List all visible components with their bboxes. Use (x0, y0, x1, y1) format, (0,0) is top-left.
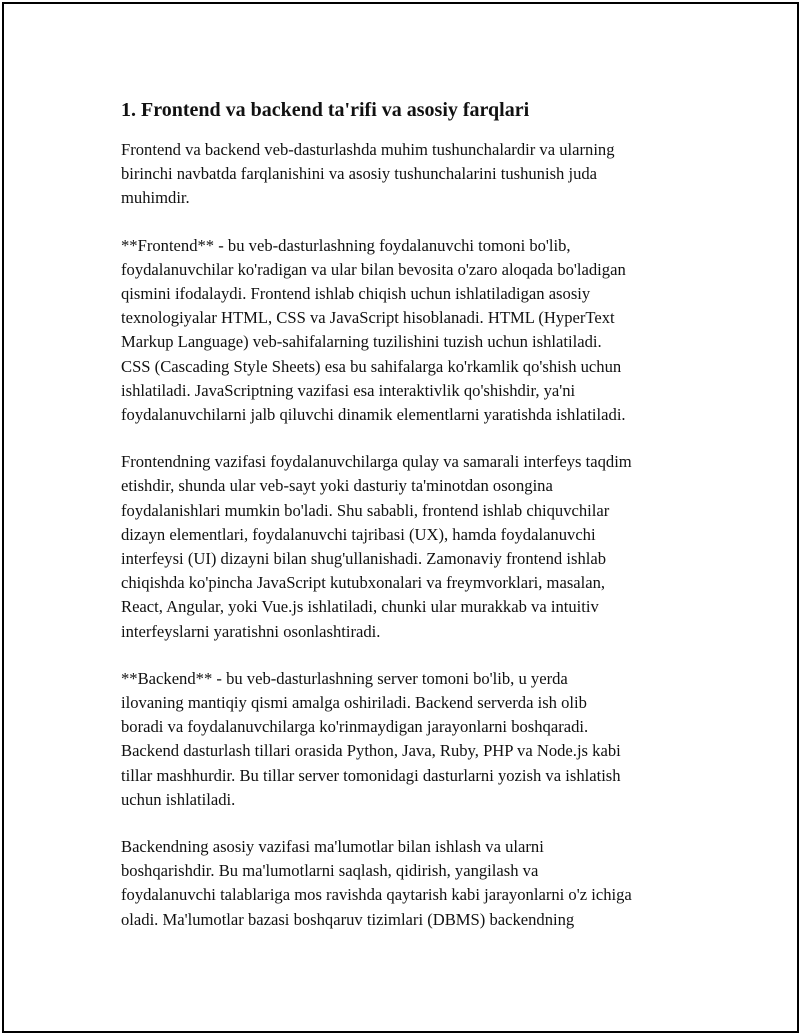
paragraph-intro: Frontend va backend veb-dasturlashda muhim tushunchalardir va ularning birinchi navbatda farqlanishini va asosiy tushunchalarini tushunish juda muhimdir. (121, 140, 615, 208)
document-page (2, 2, 799, 1033)
paragraph-frontend-definition: **Frontend** - bu veb-dasturlashning foydalanuvchi tomoni bo'lib, foydalanuvchilar ko'radigan va ular bilan bevosita o'zaro aloqada bo'ladigan qismini ifodalaydi. Frontend ishlab chiqish uchun ishlatiladigan asosiy texnologiyalar HTML, CSS va JavaScript hisoblanadi. HTML (HyperText Markup Language) veb-sahifalarning tuzilishini tuzish uchun ishlatiladi. CSS (Cascading Style Sheets) esa bu sahifalarga ko'rkamlik qo'shish uchun ishlatiladi. JavaScriptning vazifasi esa interaktivlik qo'shishdir, ya'ni foydalanuvchilarni jalb qiluvchi dinamik elementlarni yaratishda ishlatiladi. (121, 235, 626, 425)
paragraph-frontend-role: Frontendning vazifasi foydalanuvchilarga qulay va samarali interfeys taqdim etishdir, shunda ular veb-sayt yoki dasturiy ta'minotdan osongina foydalanishlari mumkin bo'ladi. Shu sababli, frontend ishlab chiquvchilar dizayn elementlari, foydalanuvchi tajribasi (UX), hamda foydalanuvchi interfeysi (UI) dizayni bilan shug'ullanishadi. Zamonaviy frontend ishlab chiqishda ko'pincha JavaScript kutubxonalari va freymvorklari, masalan, React, Angular, yoki Vue.js ishlatiladi, chunki ular murakkab va intuitiv interfeyslarni yaratishni osonlashtiradi. (121, 452, 632, 641)
paragraph-backend-role: Backendning asosiy vazifasi ma'lumotlar bilan ishlash va ularni boshqarishdir. Bu ma'lumotlarni saqlash, qidirish, yangilash va foydalanuvchi talablariga mos ravishda qaytarish kabi jarayonlarni o'z ichiga oladi. Ma'lumotlar bazasi boshqaruv tizimlari (DBMS) backendning (121, 837, 632, 929)
section-heading: 1. Frontend va backend ta'rifi va asosiy farqlari (121, 99, 530, 121)
document-body (121, 96, 711, 955)
paragraph-backend-definition: **Backend** - bu veb-dasturlashning server tomoni bo'lib, u yerda ilovaning mantiqiy qismi amalga oshiriladi. Backend serverda ish olib boradi va foydalanuvchilarga ko'rinmaydigan jarayonlarni boshqaradi. Backend dasturlash tillari orasida Python, Java, Ruby, PHP va Node.js kabi tillar mashhurdir. Bu tillar server tomonidagi dasturlarni yozish va ishlatish uchun ishlatiladi. (121, 668, 621, 809)
